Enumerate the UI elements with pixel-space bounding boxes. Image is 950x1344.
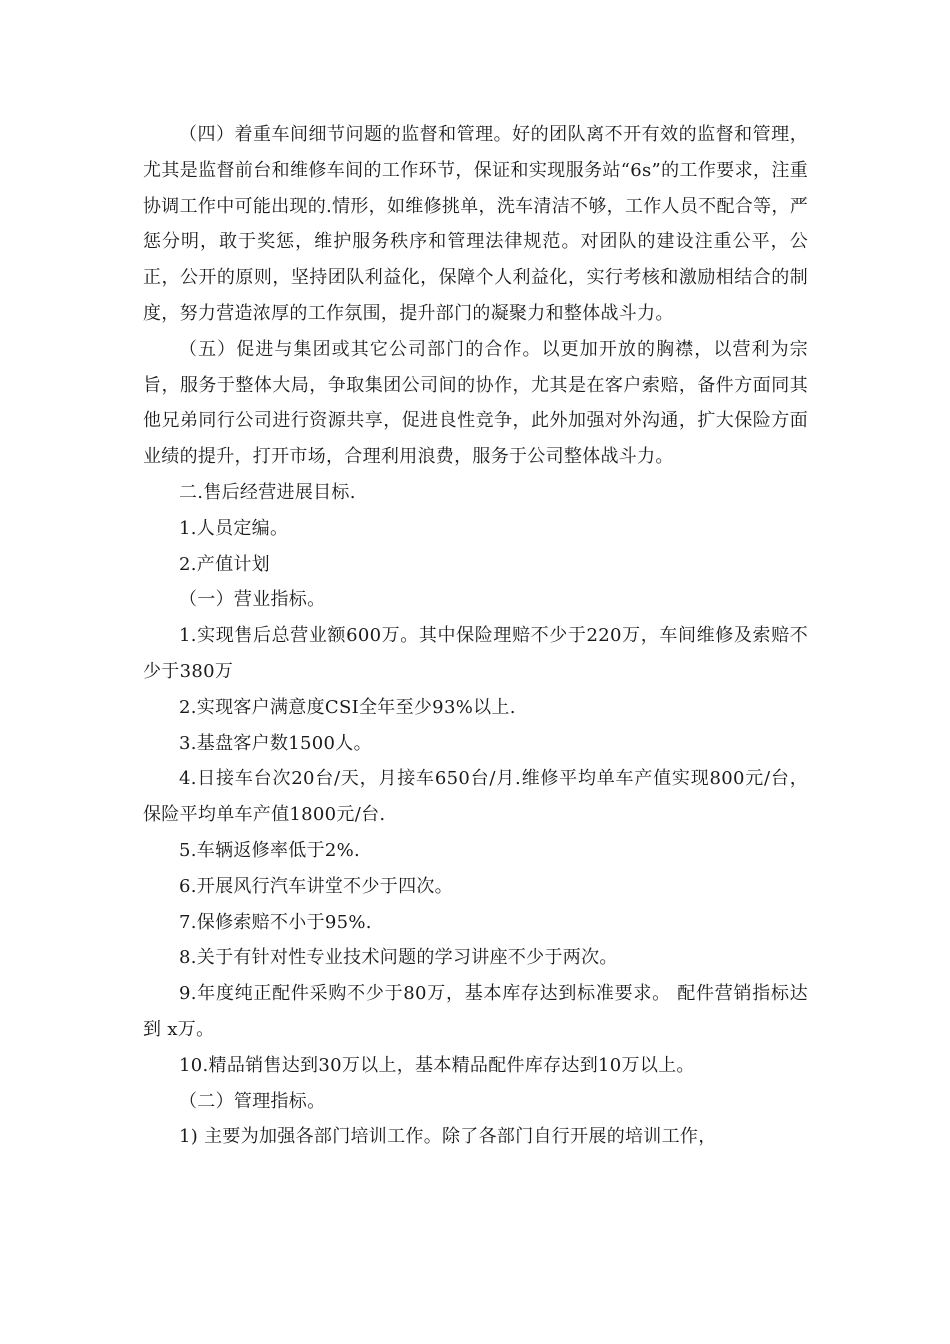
list-item: 1.人员定编。: [179, 517, 289, 539]
paragraph-section-4: （四）着重车间细节问题的监督和管理。好的团队离不开有效的监督和管理，尤其是监督前台和维修车间的工作环节，保证和实现服务站“6s”的工作要求，注重协调工作中可能出现的.情形，如维修挑单，洗车清洁不够，工作人员不配合等，严惩分明，敢于奖惩，维护服务秩序和管理法律规范。对团队的建设注重公平，公正，公开的原则，坚持团队利益化，保障个人利益化，实行考核和激励相结合的制度，努力营造浓厚的工作氛围，提升部门的凝聚力和整体战斗力。: [143, 124, 808, 324]
list-item: 5.车辆返修率低于2%.: [179, 839, 361, 861]
list-item: 8.关于有针对性专业技术问题的学习讲座不少于两次。: [179, 947, 618, 969]
subheading-management-indicators: （二）管理指标。: [179, 1090, 326, 1112]
document-body: [143, 117, 808, 1155]
paragraph-section-5: （五）促进与集团或其它公司部门的合作。以更加开放的胸襟，以营利为宗旨，服务于整体大局，争取集团公司间的协作，尤其是在客户索赔，备件方面同其他兄弟同行公司进行资源共享，促进良性竞争，此外加强对外沟通，扩大保险方面业绩的提升，打开市场，合理利用浪费，服务于公司整体战斗力。: [143, 338, 808, 468]
list-item: 2.实现客户满意度CSI全年至少93%以上.: [179, 696, 516, 718]
list-item: 10.精品销售达到30万以上，基本精品配件库存达到10万以上。: [179, 1054, 695, 1076]
list-item: 1) 主要为加强各部门培训工作。除了各部门自行开展的培训工作，: [179, 1126, 717, 1148]
subheading-business-indicators: （一）营业指标。: [179, 589, 326, 611]
heading-after-sales-goals: 二.售后经营进展目标.: [179, 481, 356, 503]
list-item: 9.年度纯正配件采购不少于80万，基本库存达到标准要求。 配件营销指标达到 x万。: [143, 983, 808, 1040]
list-item: 6.开展风行汽车讲堂不少于四次。: [179, 875, 453, 897]
list-item: 4.日接车台次20台/天，月接车650台/月.维修平均单车产值实现800元/台，保险平均单车产值1800元/台.: [143, 768, 808, 826]
list-item: 3.基盘客户数1500人。: [179, 732, 372, 754]
list-item: 2.产值计划: [179, 553, 270, 575]
list-item: 7.保修索赔不小于95%.: [179, 911, 372, 933]
list-item: 1.实现售后总营业额600万。其中保险理赔不少于220万，车间维修及索赔不少于380万: [143, 625, 808, 682]
